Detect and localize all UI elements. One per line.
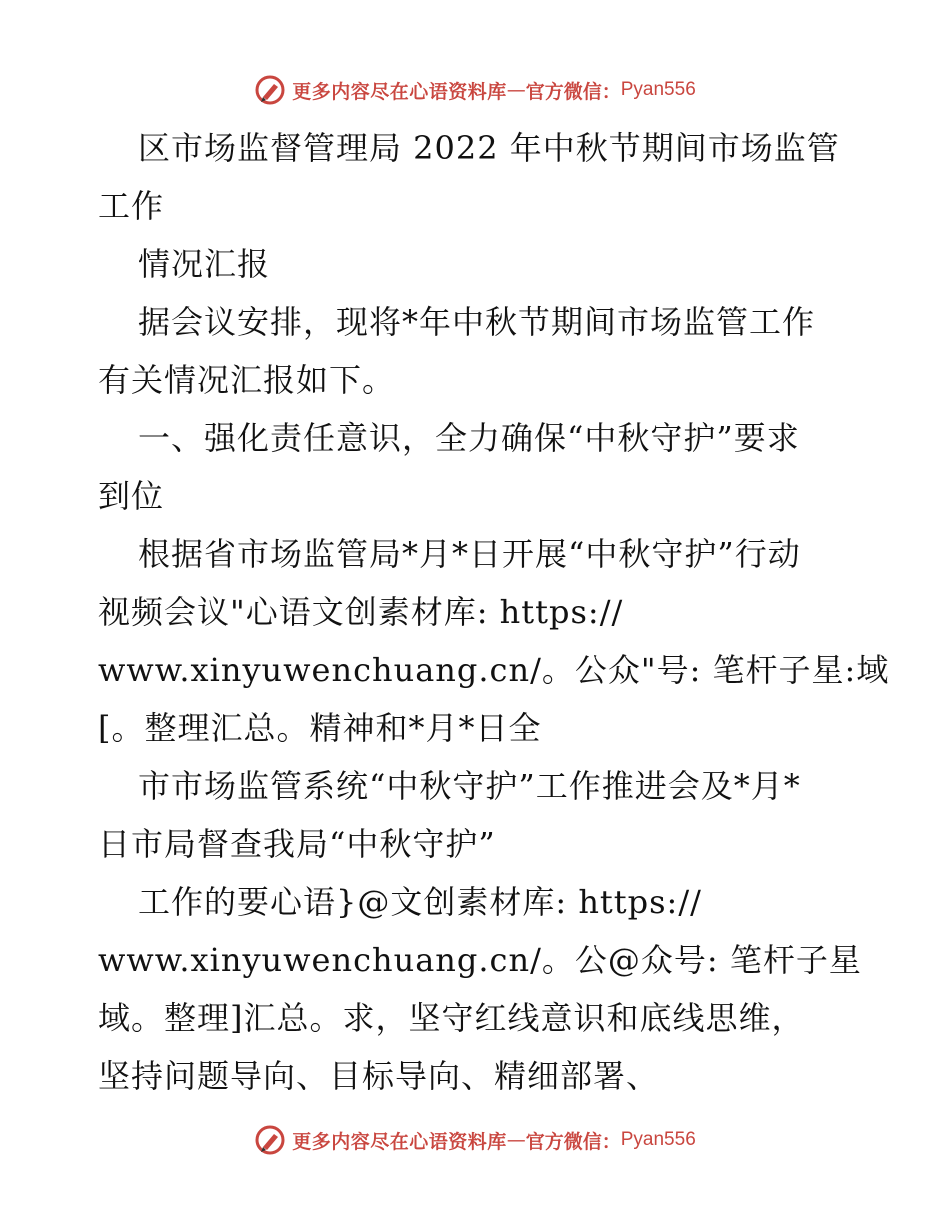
- paragraph-line: www.xinyuwenchuang.cn/。公众"号: 笔杆子星:域: [98, 651, 890, 689]
- paragraph-line: www.xinyuwenchuang.cn/。公@众号: 笔杆子星: [98, 941, 862, 979]
- banner-wechat-id: Pyan556: [620, 1129, 696, 1150]
- pen-logo-icon: [254, 1124, 286, 1156]
- paragraph-line: 根据省市场监管局*月*日开展“中秋守护”行动: [138, 535, 801, 573]
- doc-title-line: 工作: [98, 187, 165, 225]
- paragraph-line: [。整理汇总。精神和*月*日全: [98, 709, 542, 747]
- footer-banner: [0, 1120, 950, 1160]
- section-heading: 到位: [98, 477, 165, 515]
- banner-wechat-id: Pyan556: [620, 79, 696, 100]
- paragraph-line: 视频会议"心语文创素材库: https://: [98, 593, 624, 631]
- paragraph-line: 坚持问题导向、目标导向、精细部署、: [98, 1057, 660, 1095]
- doc-title-line: 区市场监督管理局 2022 年中秋节期间市场监管: [138, 129, 840, 167]
- banner-wechat-label: 官方微信：: [525, 80, 621, 103]
- banner-title: 更多内容尽在心语资料库: [292, 80, 507, 103]
- banner-dash: —: [506, 1129, 526, 1151]
- banner-title: 更多内容尽在心语资料库: [292, 1130, 507, 1153]
- paragraph-line: 日市局督查我局“中秋守护”: [98, 825, 496, 863]
- paragraph-line: 市市场监管系统“中秋守护”工作推进会及*月*: [138, 767, 801, 805]
- section-heading: 一、强化责任意识，全力确保“中秋守护”要求: [138, 419, 800, 457]
- paragraph-line: 据会议安排，现将*年中秋节期间市场监管工作: [138, 303, 816, 341]
- header-banner: [0, 70, 950, 110]
- paragraph-line: 工作的要心语}@文创素材库: https://: [138, 883, 702, 921]
- pen-logo-icon: [254, 74, 286, 106]
- paragraph-line: 有关情况汇报如下。: [98, 361, 396, 399]
- banner-dash: —: [506, 79, 526, 101]
- doc-subtitle: 情况汇报: [138, 245, 271, 283]
- paragraph-line: 域。整理]汇总。求，坚守红线意识和底线思维，: [98, 999, 805, 1037]
- banner-wechat-label: 官方微信：: [525, 1130, 621, 1153]
